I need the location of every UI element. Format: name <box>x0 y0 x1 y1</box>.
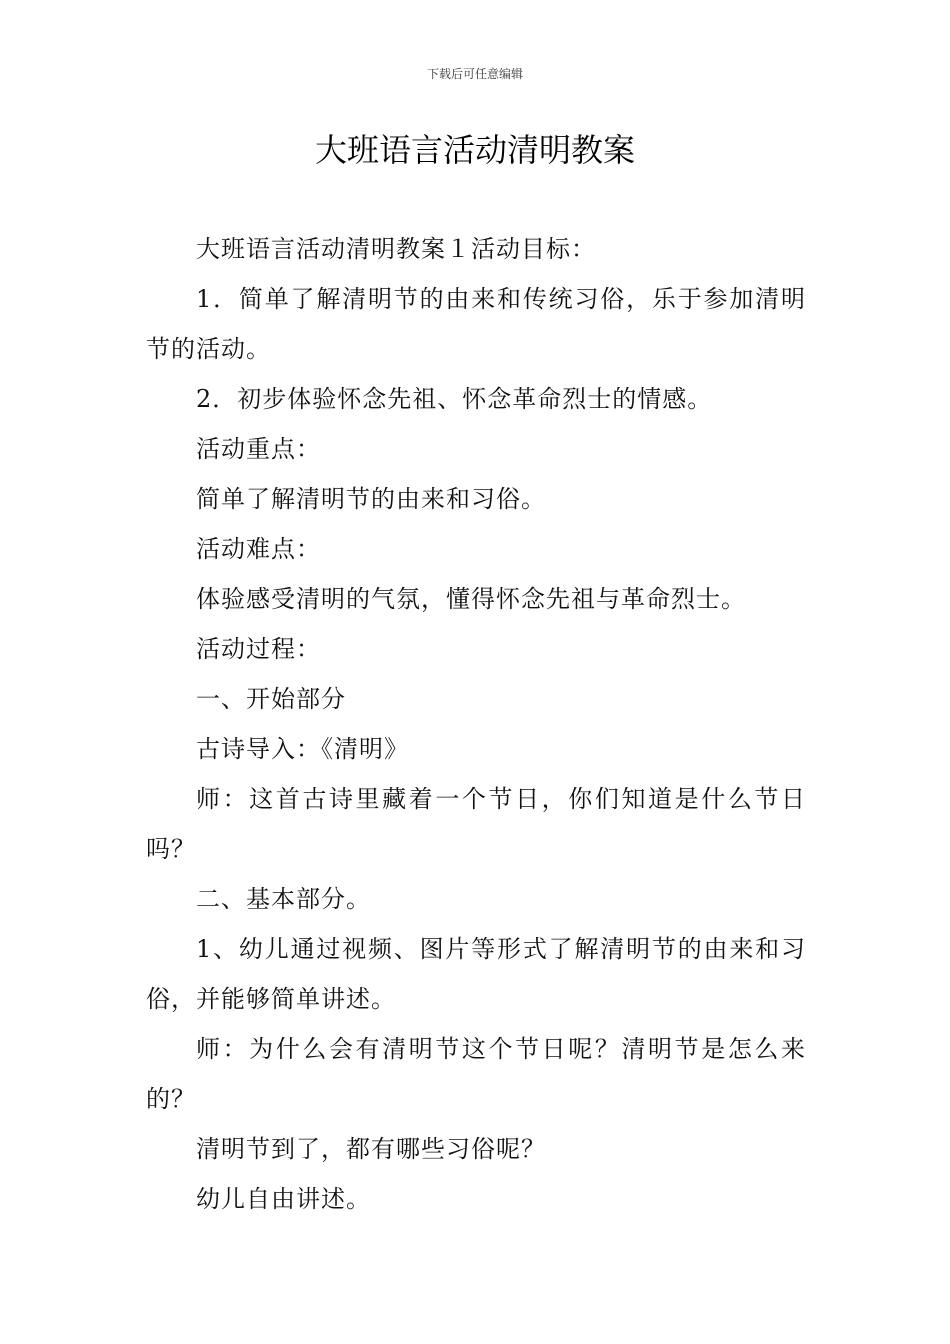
header-note: 下载后可任意编辑 <box>426 67 523 81</box>
paragraph-key-points: 简单了解清明节的由来和习俗。 <box>196 485 546 513</box>
paragraph-difficulties: 体验感受清明的气氛，懂得怀念先祖与革命烈士。 <box>196 585 746 613</box>
paragraph-activity-goals-heading: 大班语言活动清明教案１活动目标： <box>196 235 596 263</box>
paragraph-poem-intro: 古诗导入：《清明》 <box>196 735 409 763</box>
document-body <box>146 224 806 1224</box>
paragraph-key-points-heading: 活动重点： <box>196 435 321 463</box>
paragraph-goal-1: 1．简单了解清明节的由来和传统习俗，乐于参加清明节的活动。 <box>146 285 806 363</box>
paragraph-process-heading: 活动过程： <box>196 635 321 663</box>
paragraph-part-two: 二、基本部分。 <box>196 885 371 913</box>
paragraph-difficulties-heading: 活动难点： <box>196 535 321 563</box>
paragraph-part-one: 一、开始部分 <box>196 685 346 713</box>
paragraph-goal-2: 2．初步体验怀念先祖、怀念革命烈士的情感。 <box>196 385 713 413</box>
document-title: 大班语言活动清明教案 <box>314 131 635 169</box>
paragraph-free-talk: 幼儿自由讲述。 <box>196 1185 371 1213</box>
paragraph-step-1: 1、幼儿通过视频、图片等形式了解清明节的由来和习俗，并能够简单讲述。 <box>146 935 806 1013</box>
paragraph-teacher-question-1: 师：这首古诗里藏着一个节日，你们知道是什么节日吗？ <box>146 785 806 863</box>
paragraph-teacher-question-2: 师：为什么会有清明节这个节日呢？清明节是怎么来的？ <box>146 1035 806 1113</box>
paragraph-customs-question: 清明节到了，都有哪些习俗呢？ <box>196 1135 546 1163</box>
